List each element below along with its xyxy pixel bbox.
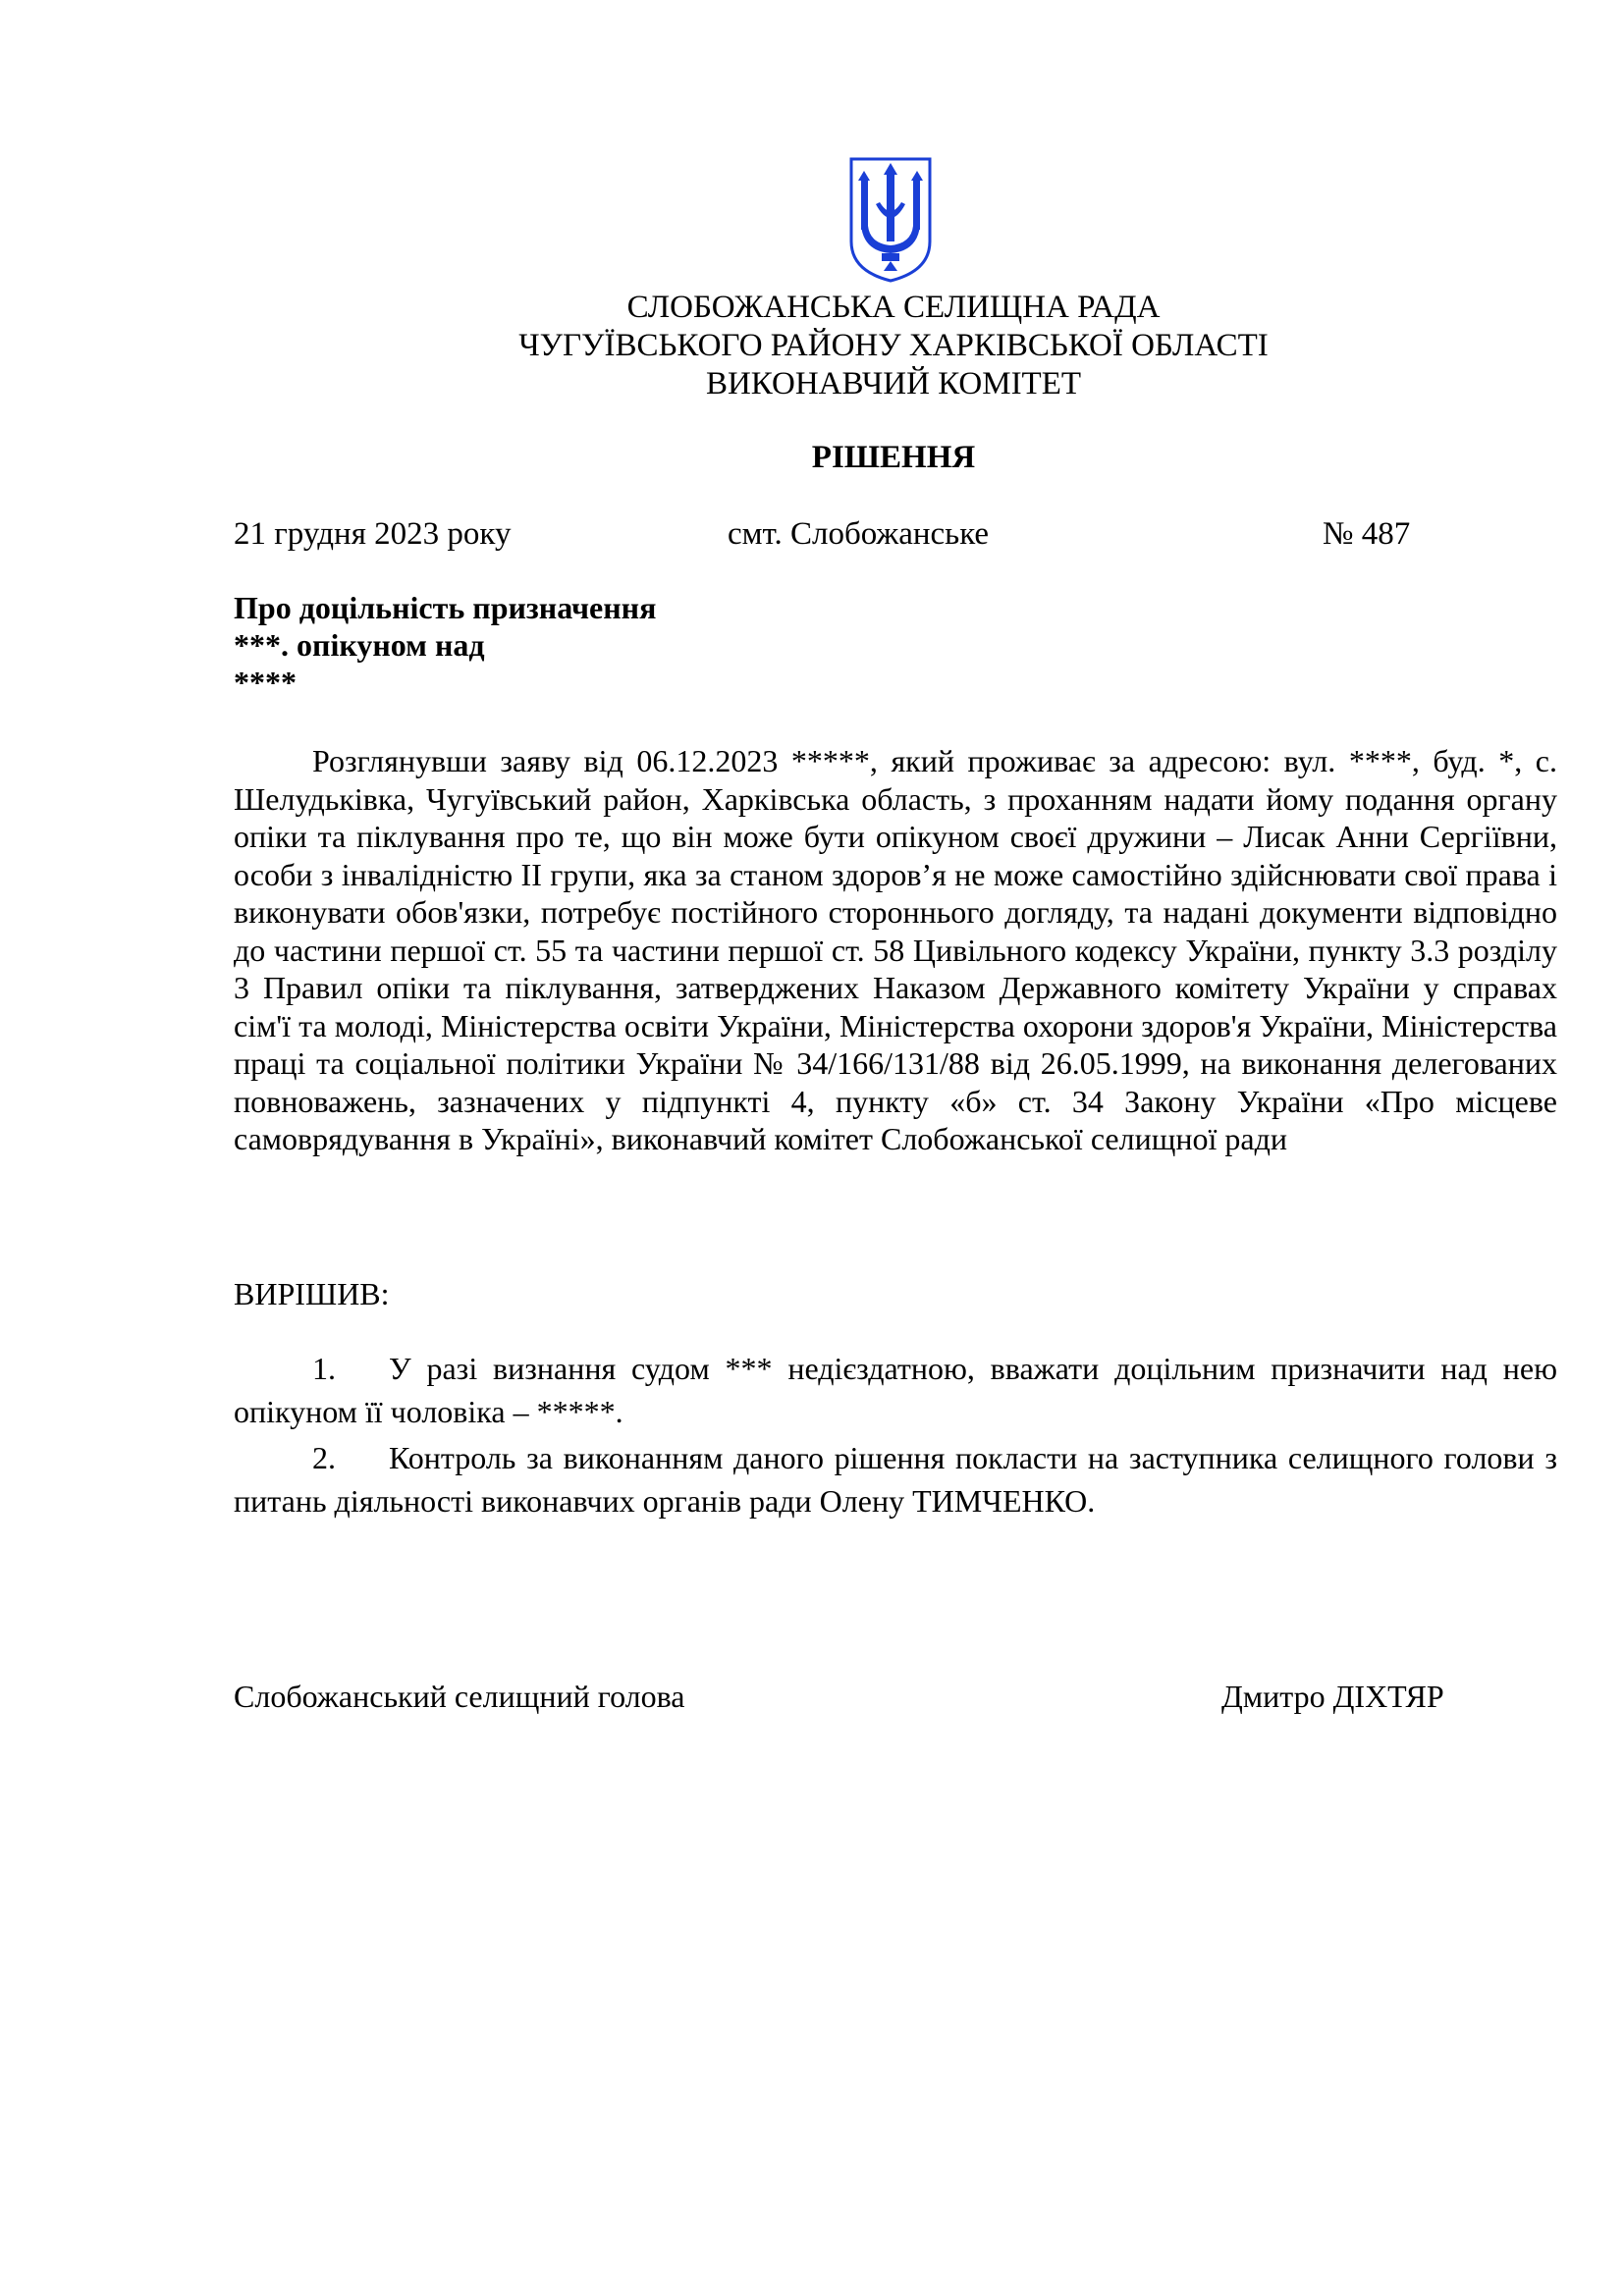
organization-header (295, 289, 1492, 403)
resolved-label: ВИРІШИВ: (234, 1276, 390, 1311)
resolution-item-text: Контроль за виконанням даного рішення покласти на заступника селищного голови з питань діяльності виконавчих органів ради Олену ТИМЧЕНКО. (234, 1440, 1557, 1519)
signature-block (0, 1677, 1624, 1720)
subject-line: ***. опікуном над (234, 627, 485, 663)
header-council-name: СЛОБОЖАНСЬКА СЕЛИЩНА РАДА (626, 290, 1161, 325)
header-district-name: ЧУГУЇВСЬКОГО РАЙОНУ ХАРКІВСЬКОЇ ОБЛАСТІ (518, 328, 1269, 363)
resolution-item-text: У разі визнання судом *** недієздатною, вважати доцільним призначити над нею опікуном її чоловіка – *****. (234, 1351, 1557, 1429)
resolution-item (234, 1436, 1557, 1522)
document-number: № 487 (1323, 516, 1411, 552)
resolution-item-number: 1. (312, 1351, 336, 1386)
document-date: 21 грудня 2023 року (234, 516, 512, 552)
document-title: РІШЕННЯ (811, 440, 976, 475)
document-meta (0, 514, 1624, 558)
document-place: смт. Слобожанське (728, 516, 990, 552)
resolution-item-number: 2. (312, 1440, 336, 1475)
document-subject (234, 589, 656, 701)
signatory-name: Дмитро ДІХТЯР (1221, 1679, 1444, 1714)
trident-emblem-icon (846, 155, 935, 285)
subject-line: Про доцільність призначення (234, 590, 657, 625)
preamble-paragraph: Розглянувши заяву від 06.12.2023 *****, який проживає за адресою: вул. ****, буд. *, с. Шелудьківка, Чугуївський район, Харківська область, з проханням надати йому подання органу опіки та піклування про те, що він може бути опікуном своєї дружини – Лисак Анни Сергіївни, особи з інвалідністю ІІ групи, яка за станом здоров’я не може самостійно здійснювати свої права і виконувати обов'язки, потребує постійного стороннього догляду, та надані документи відповідно до частини першої ст. 55 та частини першої ст. 58 Цивільного кодексу України, пункту 3.3 розділу 3 Правил опіки та піклування, затверджених Наказом Державного комітету України у справах сім'ї та молоді, Міністерства освіти України, Міністерства охорони здоров'я України, Міністерства праці та соціальної політики України № 34/166/131/88 від 26.05.1999, на виконання делегованих повноважень, зазначених у підпункті 4, пункту «б» ст. 34 Закону України «Про місцеве самоврядування в Україні», виконавчий комітет Слобожанської селищної ради (234, 743, 1557, 1156)
header-committee-name: ВИКОНАВЧИЙ КОМІТЕТ (705, 366, 1082, 401)
signatory-position: Слобожанський селищний голова (234, 1679, 685, 1714)
resolution-item (234, 1347, 1557, 1433)
subject-line: **** (234, 665, 297, 700)
